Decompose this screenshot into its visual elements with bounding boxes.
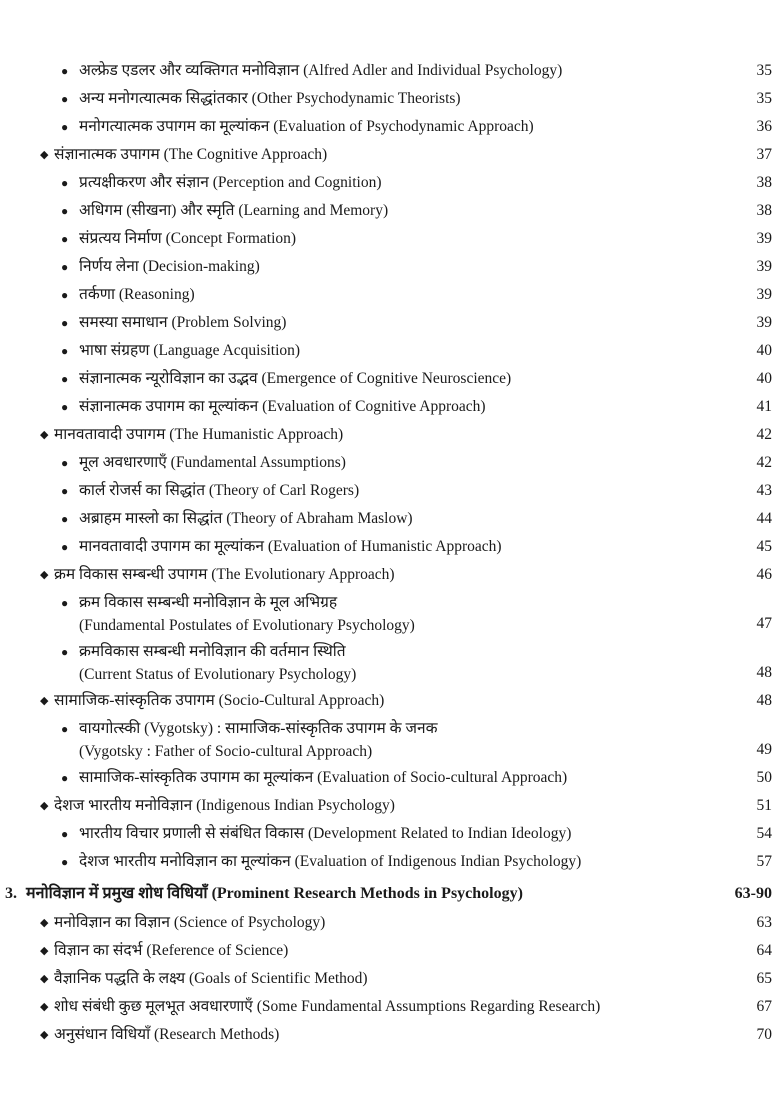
page-number: 42 — [756, 454, 772, 471]
entry-title — [79, 820, 571, 848]
subsection-entry — [0, 449, 780, 477]
hindi-title: वैज्ञानिक पद्धति के लक्ष्य — [54, 970, 186, 987]
subsection-entry — [0, 589, 780, 638]
hindi-title: मानवतावादी उपागम का मूल्यांकन — [79, 538, 264, 555]
page-number: 70 — [756, 1026, 772, 1043]
entry-title — [79, 848, 581, 876]
section-entry — [0, 1021, 780, 1049]
english-title: (Other Psychodynamic Theorists) — [251, 90, 461, 107]
entry-title — [26, 876, 523, 912]
page-number: 45 — [756, 538, 772, 555]
hindi-title: समस्या समाधान — [79, 314, 168, 331]
entry-title — [54, 965, 368, 993]
entry-title — [54, 993, 600, 1021]
entry-title — [79, 113, 534, 141]
round-bullet-icon: ● — [61, 176, 69, 190]
english-title: (Decision-making) — [142, 258, 260, 275]
english-title: (Emergence of Cognitive Neuroscience) — [261, 370, 512, 387]
subsection-entry — [0, 225, 780, 253]
english-title: (The Cognitive Approach) — [163, 146, 328, 163]
round-bullet-icon: ● — [61, 771, 69, 785]
hindi-title: मनोगत्यात्मक उपागम का मूल्यांकन — [79, 118, 270, 135]
subsection-entry — [0, 715, 780, 764]
subsection-entry — [0, 309, 780, 337]
chapter-number: 3. — [5, 885, 17, 902]
hindi-title: प्रत्यक्षीकरण और संज्ञान — [79, 174, 209, 191]
entry-title — [79, 505, 413, 533]
section-entry — [0, 965, 780, 993]
round-bullet-icon: ● — [61, 855, 69, 869]
english-title: (Fundamental Postulates of Evolutionary Psychology) — [79, 617, 415, 634]
section-entry — [0, 687, 780, 715]
page-number: 64 — [756, 942, 772, 959]
english-title: (Theory of Carl Rogers) — [208, 482, 360, 499]
round-bullet-icon: ● — [61, 722, 69, 736]
subsection-entry — [0, 533, 780, 561]
page-number: 41 — [756, 398, 772, 415]
diamond-bullet-icon: ◆ — [40, 695, 49, 707]
english-title: (Reference of Science) — [146, 942, 289, 959]
entry-title — [79, 365, 511, 393]
page-number: 57 — [756, 853, 772, 870]
round-bullet-icon: ● — [61, 400, 69, 414]
page-number: 44 — [756, 510, 772, 527]
subsection-entry — [0, 477, 780, 505]
page-number: 39 — [756, 314, 772, 331]
hindi-title: शोध संबंधी कुछ मूलभूत अवधारणाएँ — [54, 998, 253, 1015]
english-title: (Evaluation of Cognitive Approach) — [262, 398, 486, 415]
entry-title — [79, 197, 388, 225]
entry-title — [54, 1021, 279, 1049]
english-title: (Indigenous Indian Psychology) — [196, 797, 395, 814]
round-bullet-icon: ● — [61, 456, 69, 470]
page-number: 43 — [756, 482, 772, 499]
entry-title — [79, 57, 562, 85]
hindi-title: अब्राहम मास्लो का सिद्धांत — [79, 510, 223, 527]
entry-title — [54, 937, 288, 965]
entry-title — [79, 253, 260, 281]
diamond-bullet-icon: ◆ — [40, 569, 49, 581]
english-title: (Development Related to Indian Ideology) — [307, 825, 572, 842]
entry-title — [79, 640, 356, 686]
diamond-bullet-icon: ◆ — [40, 1001, 49, 1013]
entry-title — [54, 909, 325, 937]
page-number: 54 — [756, 825, 772, 842]
english-title: (Evaluation of Psychodynamic Approach) — [273, 118, 534, 135]
round-bullet-icon: ● — [61, 484, 69, 498]
page-number: 36 — [756, 118, 772, 135]
page-number: 46 — [756, 566, 772, 583]
entry-title — [79, 764, 567, 792]
subsection-entry — [0, 253, 780, 281]
round-bullet-icon: ● — [61, 512, 69, 526]
english-title: (Evaluation of Indigenous Indian Psychology) — [294, 853, 582, 870]
diamond-bullet-icon: ◆ — [40, 149, 49, 161]
round-bullet-icon: ● — [61, 645, 69, 659]
page-number: 40 — [756, 342, 772, 359]
entry-title — [54, 421, 343, 449]
page-number: 38 — [756, 202, 772, 219]
subsection-entry — [0, 113, 780, 141]
diamond-bullet-icon: ◆ — [40, 800, 49, 812]
entry-title — [79, 533, 502, 561]
page-number: 40 — [756, 370, 772, 387]
section-entry — [0, 909, 780, 937]
entry-title — [79, 449, 346, 477]
english-title: (Prominent Research Methods in Psychology) — [211, 885, 523, 902]
english-title: (Current Status of Evolutionary Psychology) — [79, 666, 357, 683]
entry-title — [79, 717, 437, 763]
english-title: (The Humanistic Approach) — [169, 426, 344, 443]
page-number: 63-90 — [734, 885, 772, 902]
entry-title — [79, 309, 286, 337]
page-number: 39 — [756, 258, 772, 275]
page-number: 35 — [756, 62, 772, 79]
hindi-title: संज्ञानात्मक उपागम का मूल्यांकन — [79, 398, 259, 415]
hindi-title: संज्ञानात्मक न्यूरोविज्ञान का उद्भव — [79, 370, 258, 387]
english-title: (Problem Solving) — [171, 314, 287, 331]
hindi-title: संप्रत्यय निर्माण — [79, 230, 162, 247]
round-bullet-icon: ● — [61, 827, 69, 841]
entry-title — [54, 141, 327, 169]
subsection-entry — [0, 848, 780, 876]
entry-title — [79, 591, 415, 637]
page-number: 50 — [756, 769, 772, 786]
page-number: 35 — [756, 90, 772, 107]
hindi-title: अल्फ्रेड एडलर और व्यक्तिगत मनोविज्ञान — [79, 62, 300, 79]
subsection-entry — [0, 85, 780, 113]
round-bullet-icon: ● — [61, 316, 69, 330]
entry-title — [54, 687, 384, 715]
entry-title — [79, 337, 300, 365]
diamond-bullet-icon: ◆ — [40, 973, 49, 985]
entry-title — [79, 477, 359, 505]
hindi-title: सामाजिक-सांस्कृतिक उपागम का मूल्यांकन — [79, 769, 314, 786]
page-number: 37 — [756, 146, 772, 163]
hindi-title: क्रम विकास सम्बन्धी उपागम — [54, 566, 208, 583]
section-entry — [0, 792, 780, 820]
entry-title — [79, 281, 195, 309]
entry-title — [79, 225, 296, 253]
round-bullet-icon: ● — [61, 232, 69, 246]
diamond-bullet-icon: ◆ — [40, 429, 49, 441]
entry-title — [79, 169, 382, 197]
subsection-entry — [0, 820, 780, 848]
hindi-title: भाषा संग्रहण — [79, 342, 150, 359]
hindi-title: तर्कणा — [79, 286, 115, 303]
chapter-heading — [0, 876, 780, 909]
hindi-title: क्रमविकास सम्बन्धी मनोविज्ञान की वर्तमान स्थिति — [79, 643, 346, 660]
section-entry — [0, 937, 780, 965]
subsection-entry — [0, 57, 780, 85]
round-bullet-icon: ● — [61, 204, 69, 218]
subsection-entry — [0, 638, 780, 687]
section-entry — [0, 993, 780, 1021]
hindi-title: मानवतावादी उपागम — [54, 426, 166, 443]
hindi-title: अन्य मनोगत्यात्मक सिद्धांतकार — [79, 90, 248, 107]
page-number: 39 — [756, 286, 772, 303]
hindi-title: वायगोत्स्की (Vygotsky) : सामाजिक-सांस्कृतिक उपागम के जनक — [79, 720, 438, 737]
entry-title — [79, 85, 461, 113]
round-bullet-icon: ● — [61, 344, 69, 358]
page-number: 63 — [756, 914, 772, 931]
section-entry — [0, 561, 780, 589]
round-bullet-icon: ● — [61, 540, 69, 554]
diamond-bullet-icon: ◆ — [40, 945, 49, 957]
page-number: 67 — [756, 998, 772, 1015]
english-title: (Reasoning) — [118, 286, 195, 303]
page-number: 49 — [756, 741, 772, 758]
hindi-title: देशज भारतीय मनोविज्ञान का मूल्यांकन — [79, 853, 291, 870]
round-bullet-icon: ● — [61, 596, 69, 610]
english-title: (Evaluation of Socio-cultural Approach) — [317, 769, 568, 786]
round-bullet-icon: ● — [61, 120, 69, 134]
round-bullet-icon: ● — [61, 260, 69, 274]
english-title: (Research Methods) — [154, 1026, 280, 1043]
english-title: (Socio-Cultural Approach) — [218, 692, 385, 709]
section-entry — [0, 141, 780, 169]
english-title: (Vygotsky : Father of Socio-cultural Approach) — [79, 743, 373, 760]
page-number: 47 — [756, 615, 772, 632]
hindi-title: अनुसंधान विधियाँ — [54, 1026, 151, 1043]
round-bullet-icon: ● — [61, 64, 69, 78]
hindi-title: कार्ल रोजर्स का सिद्धांत — [79, 482, 206, 499]
english-title: (Perception and Cognition) — [212, 174, 382, 191]
english-title: (Some Fundamental Assumptions Regarding Research) — [256, 998, 601, 1015]
subsection-entry — [0, 197, 780, 225]
subsection-entry — [0, 365, 780, 393]
page-number: 65 — [756, 970, 772, 987]
hindi-title: क्रम विकास सम्बन्धी मनोविज्ञान के मूल अभिग्रह — [79, 594, 338, 611]
english-title: (Concept Formation) — [165, 230, 297, 247]
hindi-title: अधिगम (सीखना) और स्मृति — [79, 202, 235, 219]
page-number: 38 — [756, 174, 772, 191]
subsection-entry — [0, 505, 780, 533]
english-title: (Learning and Memory) — [238, 202, 389, 219]
round-bullet-icon: ● — [61, 372, 69, 386]
subsection-entry — [0, 337, 780, 365]
english-title: (Goals of Scientific Method) — [188, 970, 368, 987]
subsection-entry — [0, 169, 780, 197]
entry-title — [54, 561, 395, 589]
hindi-title: संज्ञानात्मक उपागम — [54, 146, 160, 163]
subsection-entry — [0, 393, 780, 421]
page-number: 39 — [756, 230, 772, 247]
hindi-title: देशज भारतीय मनोविज्ञान — [54, 797, 193, 814]
english-title: (Science of Psychology) — [173, 914, 326, 931]
english-title: (Alfred Adler and Individual Psychology) — [303, 62, 563, 79]
diamond-bullet-icon: ◆ — [40, 1029, 49, 1041]
page-number: 51 — [756, 797, 772, 814]
hindi-title: निर्णय लेना — [79, 258, 139, 275]
entry-title — [54, 792, 395, 820]
diamond-bullet-icon: ◆ — [40, 917, 49, 929]
subsection-entry — [0, 764, 780, 792]
english-title: (Fundamental Assumptions) — [170, 454, 346, 471]
page-number: 48 — [756, 664, 772, 681]
page-number: 42 — [756, 426, 772, 443]
english-title: (The Evolutionary Approach) — [211, 566, 395, 583]
english-title: (Theory of Abraham Maslow) — [226, 510, 413, 527]
page-number: 48 — [756, 692, 772, 709]
hindi-title: भारतीय विचार प्रणाली से संबंधित विकास — [79, 825, 305, 842]
subsection-entry — [0, 281, 780, 309]
english-title: (Language Acquisition) — [153, 342, 301, 359]
english-title: (Evaluation of Humanistic Approach) — [267, 538, 502, 555]
round-bullet-icon: ● — [61, 288, 69, 302]
hindi-title: मनोविज्ञान में प्रमुख शोध विधियाँ — [26, 885, 208, 902]
hindi-title: सामाजिक-सांस्कृतिक उपागम — [54, 692, 215, 709]
round-bullet-icon: ● — [61, 92, 69, 106]
hindi-title: विज्ञान का संदर्भ — [54, 942, 143, 959]
entry-title — [79, 393, 486, 421]
hindi-title: मनोविज्ञान का विज्ञान — [54, 914, 170, 931]
section-entry — [0, 421, 780, 449]
hindi-title: मूल अवधारणाएँ — [79, 454, 167, 471]
